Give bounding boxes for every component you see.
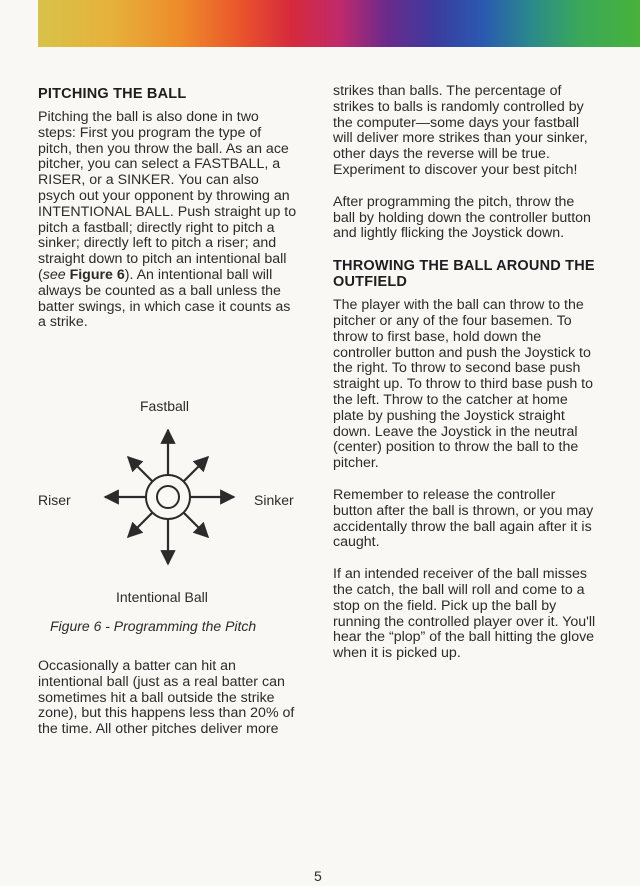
arrow-up-left bbox=[128, 457, 152, 481]
heading-throwing-outfield: THROWING THE BALL AROUND THE OUTFIELD bbox=[333, 258, 595, 291]
rainbow-header-bar bbox=[38, 0, 640, 47]
right-column bbox=[333, 84, 598, 678]
left-column bbox=[38, 86, 298, 331]
pitch-diagram bbox=[30, 392, 310, 612]
joystick-arrows-graphic bbox=[30, 392, 310, 612]
figure-caption: Figure 6 - Programming the Pitch bbox=[50, 618, 257, 634]
paragraph-release-button: Remember to release the controller button after the ball is thrown, or you may accidentally throw the ball again after it is caught. bbox=[333, 486, 594, 551]
figure-reference: Figure 6 bbox=[69, 266, 125, 283]
label-sinker: Sinker bbox=[254, 492, 294, 508]
page-number: 5 bbox=[314, 868, 322, 884]
arrow-down-left bbox=[128, 513, 152, 537]
joystick-outer-circle bbox=[146, 475, 190, 519]
label-fastball: Fastball bbox=[140, 398, 190, 414]
paragraph-pitching-text-b: ). An intentional ball will always be counted as a ball unless the batter swings, in which case it counts as a strike. bbox=[38, 266, 291, 331]
paragraph-missed-catch: If an intended receiver of the ball misses the catch, the ball will roll and come to a stop on the field. Pick up the ball by running the controlled player over it. You'll hear the “plop” of the ball hitting the glove when it is picked up. bbox=[333, 566, 596, 662]
label-riser: Riser bbox=[38, 492, 71, 508]
paragraph-bases: The player with the ball can throw to the pitcher or any of the four basemen. To throw to first base, hold down the controller button and push the Joystick to the right. To throw to second base push straight up. To throw to third base push to the left. Throw to the catcher at home plate by pushing the Joystick straight down. Leave the Joystick in the neutral (center) position to throw the ball to the pitcher. bbox=[333, 297, 593, 472]
joystick-inner-circle bbox=[157, 486, 179, 508]
paragraph-pitching bbox=[38, 110, 298, 331]
left-column-bottom bbox=[38, 659, 298, 754]
paragraph-pitching-text-a: Pitching the ball is also done in two steps: First you program the type of pitch, then you throw the ball. As an ace pitcher, you can select a FASTBALL, a RISER, or a SINKER. You can also psych out your opponent by throwing an INTENTIONAL BALL. Push straight up to pitch a fastball; directly right to pitch a sinker; directly left to pitch a riser; and straight down to pitch an intentional ball ( bbox=[38, 109, 297, 283]
see-text: see bbox=[42, 266, 66, 283]
arrow-up-right bbox=[184, 457, 208, 481]
arrow-down-right bbox=[184, 513, 208, 537]
label-intentional-ball: Intentional Ball bbox=[116, 589, 208, 605]
paragraph-occasionally: Occasionally a batter can hit an intentional ball (just as a real batter can sometimes hit a ball outside the strike zone), but this happens less than 20% of the time. All other pitches deliver more bbox=[38, 658, 295, 738]
paragraph-strikes-balls: strikes than balls. The percentage of strikes to balls is randomly controlled by the computer—some days your fastball will deliver more strikes than your sinker, other days the reverse will be true. Experiment to discover your best pitch! bbox=[333, 83, 588, 178]
paragraph-throw-pitch: After programming the pitch, throw the ball by holding down the controller button and lightly flicking the Joystick down. bbox=[333, 193, 591, 242]
heading-pitching-the-ball: PITCHING THE BALL bbox=[38, 86, 187, 102]
